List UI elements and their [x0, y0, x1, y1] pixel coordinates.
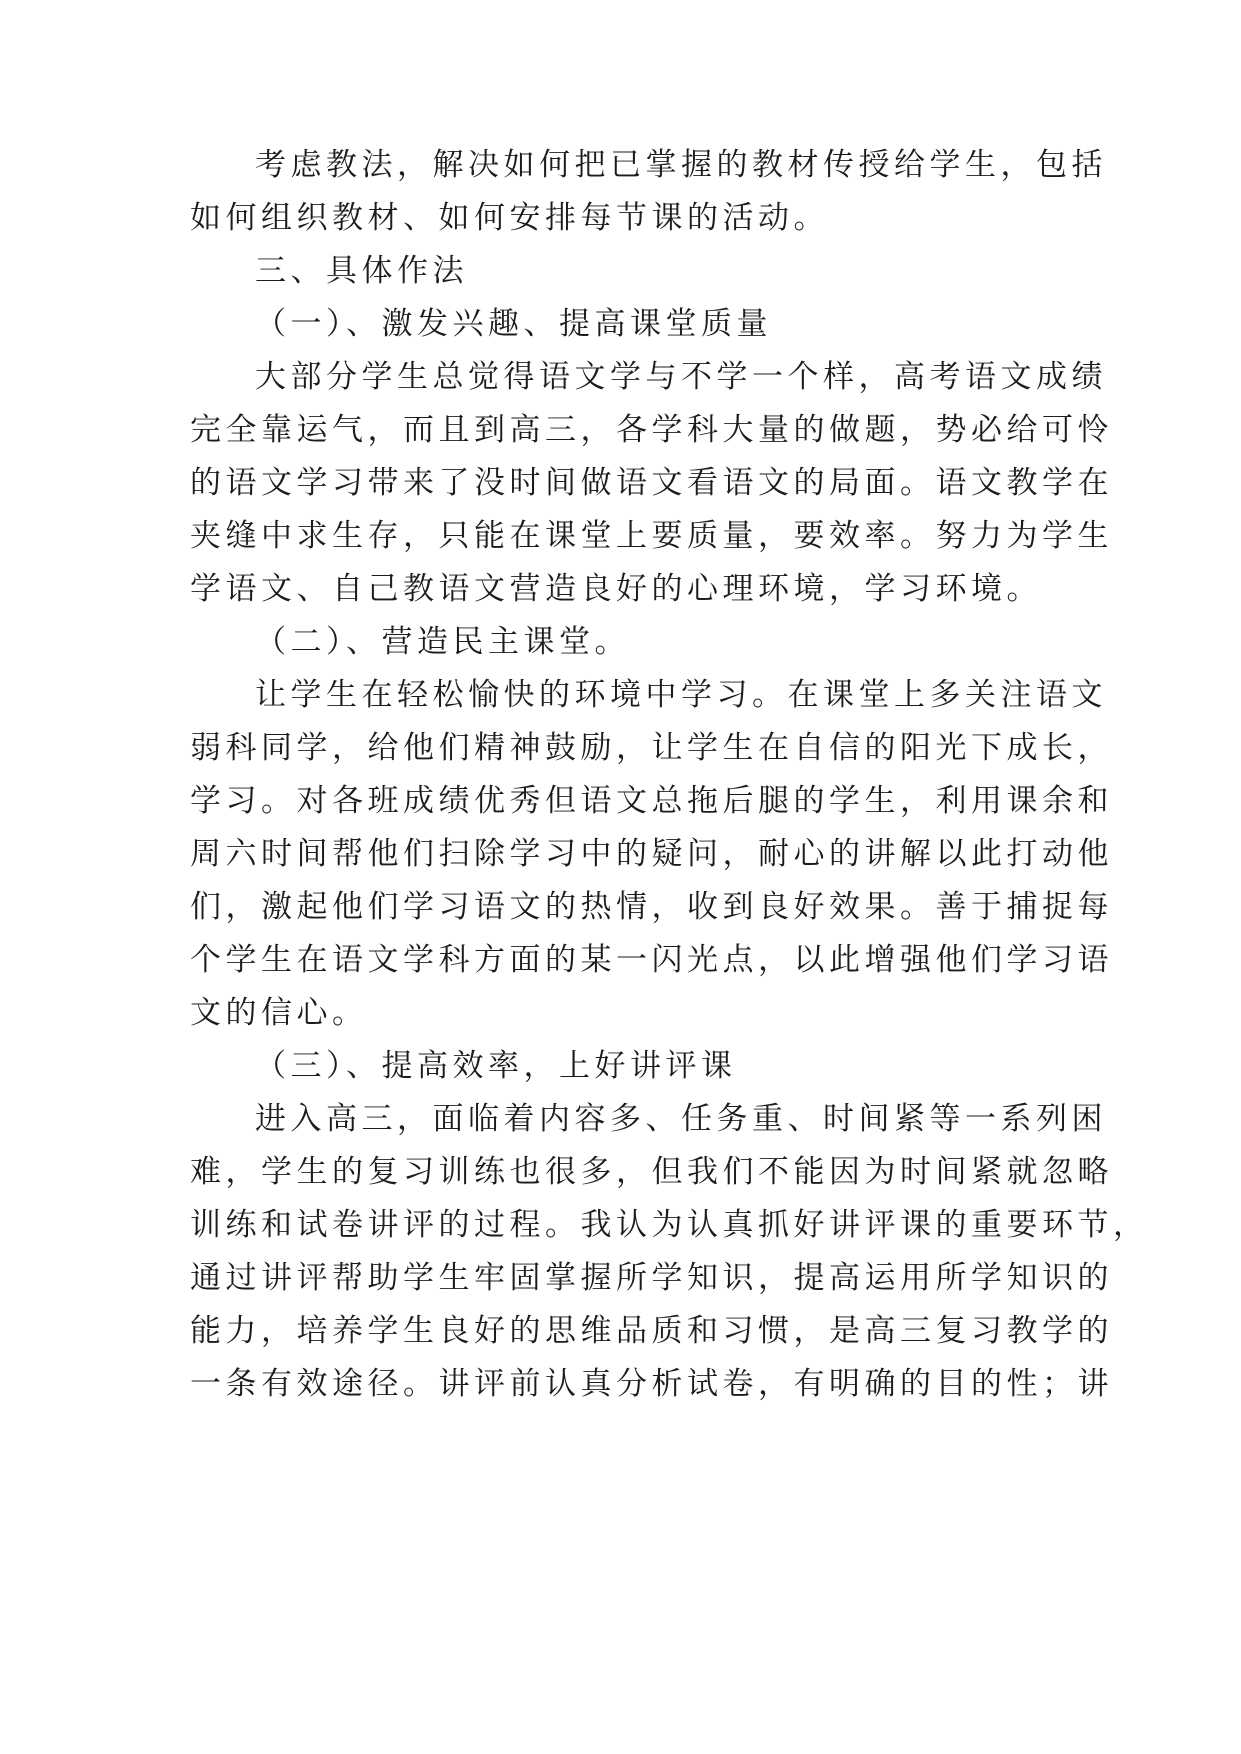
- paragraph-line: 们，激起他们学习语文的热情，收到良好效果。善于捕捉每: [190, 889, 1113, 925]
- paragraph-line: 个学生在语文学科方面的某一闪光点，以此增强他们学习语: [190, 942, 1113, 978]
- paragraph-line: 一条有效途径。讲评前认真分析试卷，有明确的目的性；讲: [190, 1366, 1113, 1402]
- paragraph-line: 考虑教法，解决如何把已掌握的教材传授给学生，包括: [255, 147, 1107, 183]
- subsection-heading: （一）、激发兴趣、提高课堂质量: [255, 306, 772, 342]
- paragraph-line: 文的信心。: [190, 995, 368, 1031]
- subsection-heading: （三）、提高效率，上好讲评课: [255, 1048, 737, 1084]
- paragraph-line: 让学生在轻松愉快的环境中学习。在课堂上多关注语文: [255, 677, 1107, 713]
- section-heading: 三、具体作法: [255, 253, 468, 289]
- paragraph-line: 的语文学习带来了没时间做语文看语文的局面。语文教学在: [190, 465, 1113, 501]
- paragraph-line: 周六时间帮他们扫除学习中的疑问，耐心的讲解以此打动他: [190, 836, 1113, 872]
- paragraph-line: 如何组织教材、如何安排每节课的活动。: [190, 200, 829, 236]
- paragraph-line: 进入高三，面临着内容多、任务重、时间紧等一系列困: [255, 1101, 1107, 1137]
- paragraph-line: 难，学生的复习训练也很多，但我们不能因为时间紧就忽略: [190, 1154, 1113, 1190]
- paragraph-line: 学习。对各班成绩优秀但语文总拖后腿的学生，利用课余和: [190, 783, 1113, 819]
- subsection-heading: （二）、营造民主课堂。: [255, 624, 630, 660]
- paragraph-line: 大部分学生总觉得语文学与不学一个样，高考语文成绩: [255, 359, 1107, 395]
- paragraph-line: 夹缝中求生存，只能在课堂上要质量，要效率。努力为学生: [190, 518, 1113, 554]
- paragraph-line: 完全靠运气，而且到高三，各学科大量的做题，势必给可怜: [190, 412, 1113, 448]
- paragraph-line: 通过讲评帮助学生牢固掌握所学知识，提高运用所学知识的: [190, 1260, 1113, 1296]
- paragraph-line: 弱科同学，给他们精神鼓励，让学生在自信的阳光下成长，: [190, 730, 1113, 766]
- paragraph-line: 能力，培养学生良好的思维品质和习惯，是高三复习教学的: [190, 1313, 1113, 1349]
- paragraph-line: 学语文、自己教语文营造良好的心理环境，学习环境。: [190, 571, 1042, 607]
- paragraph-line: 训练和试卷讲评的过程。我认为认真抓好讲评课的重要环节，: [190, 1207, 1149, 1243]
